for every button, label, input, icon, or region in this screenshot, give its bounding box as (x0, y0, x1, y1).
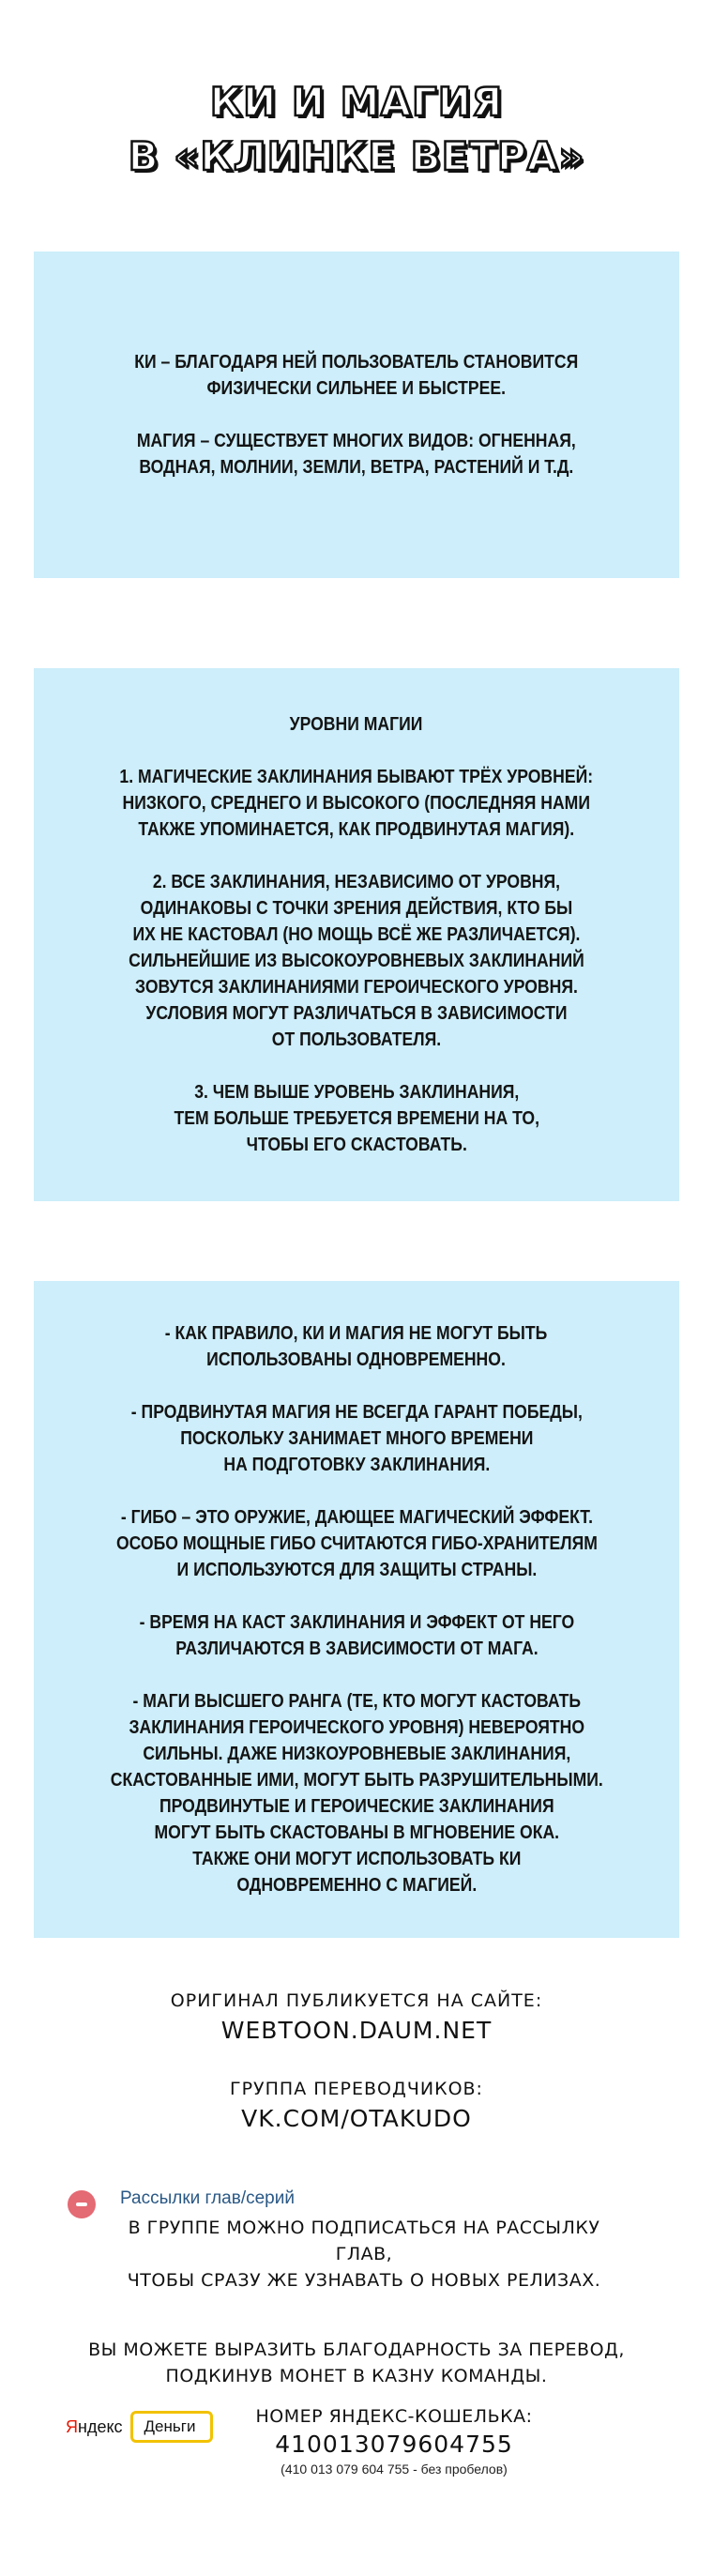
magic-description: МАГИЯ – СУЩЕСТВУЕТ МНОГИХ ВИДОВ: ОГНЕННАЯ, ВОДНАЯ, МОЛНИИ, ЗЕМЛИ, ВЕТРА, РАСТЕНИЙ И Т.Д. (137, 431, 576, 478)
wallet-label: НОМЕР ЯНДЕКС-КОШЕЛЬКА: (255, 2406, 533, 2427)
note-item-2: - ПРОДВИНУТАЯ МАГИЯ НЕ ВСЕГДА ГАРАНТ ПОБЕДЫ, ПОСКОЛЬКУ ЗАНИМАЕТ МНОГО ВРЕМЕНИ НА ПОДГОТОВКУ ЗАКЛИНАНИЯ. (130, 1402, 583, 1475)
wallet-info (216, 2404, 572, 2477)
page-title (0, 75, 713, 184)
subscription-link[interactable]: Рассылки глав/серий (120, 2188, 295, 2208)
yandex-money-logo (66, 2408, 213, 2446)
title-line-2: В «КЛИНКЕ ВЕТРА» (128, 133, 585, 179)
original-source-label: ОРИГИНАЛ ПУБЛИКУЕТСЯ НА САЙТЕ: (170, 1990, 543, 2011)
note-item-4: - ВРЕМЯ НА КАСТ ЗАКЛИНАНИЯ И ЭФФЕКТ ОТ НЕГО РАЗЛИЧАЮТСЯ В ЗАВИСИМОСТИ ОТ МАГА. (139, 1612, 574, 1659)
magic-levels-heading: УРОВНИ МАГИИ (290, 714, 423, 735)
title-line-1: КИ И МАГИЯ (209, 79, 504, 125)
yandex-wordmark: Яндекс (66, 2416, 123, 2436)
translator-group-link[interactable]: VK.COM/OTAKUDO (241, 2105, 472, 2132)
magic-levels-item-2: 2. ВСЕ ЗАКЛИНАНИЯ, НЕЗАВИСИМО ОТ УРОВНЯ, ОДИНАКОВЫ С ТОЧКИ ЗРЕНИЯ ДЕЙСТВИЯ, КТО БЫ ИХ НЕ КАСТОВАЛ (НО МОЩЬ ВСЁ ЖЕ РАЗЛИЧАЕТСЯ). СИЛЬНЕЙШИЕ ИЗ ВЫСОКОУРОВНЕВЫХ ЗАКЛИНАНИЙ ЗОВУТСЯ ЗАКЛИНАНИЯМИ ГЕРОИЧЕСКОГО УРОВНЯ. УСЛОВИЯ МОГУТ РАЗЛИЧАТЬСЯ В ЗАВИСИМОСТИ ОТ ПОЛЬЗОВАТЕЛЯ. (129, 872, 584, 1050)
note-item-3: - ГИБО – ЭТО ОРУЖИЕ, ДАЮЩЕЕ МАГИЧЕСКИЙ ЭФФЕКТ. ОСОБО МОЩНЫЕ ГИБО СЧИТАЮТСЯ ГИБО-ХРАНИТЕЛЯМ И ИСПОЛЬЗУЮТСЯ ДЛЯ ЗАЩИТЫ СТРАНЫ. (115, 1507, 598, 1580)
subscription-icon (68, 2190, 96, 2218)
wallet-hint: (410 013 079 604 755 - без пробелов) (281, 2462, 508, 2477)
translator-group (0, 2076, 713, 2136)
translator-group-label: ГРУППА ПЕРЕВОДЧИКОВ: (230, 2079, 483, 2099)
donation-thanks: ВЫ МОЖЕТЕ ВЫРАЗИТЬ БЛАГОДАРНОСТЬ ЗА ПЕРЕВОД, ПОДКИНУВ МОНЕТ В КАЗНУ КОМАНДЫ. (88, 2340, 625, 2386)
original-source (0, 1988, 713, 2048)
original-source-link[interactable]: WEBTOON.DAUM.NET (220, 2017, 493, 2044)
note-item-1: - КАК ПРАВИЛО, КИ И МАГИЯ НЕ МОГУТ БЫТЬ ИСПОЛЬЗОВАНЫ ОДНОВРЕМЕННО. (165, 1323, 548, 1370)
info-box-ki-magic (34, 252, 679, 578)
subscription-text: В ГРУППЕ МОЖНО ПОДПИСАТЬСЯ НА РАССЫЛКУ ГЛАВ, ЧТОБЫ СРАЗУ ЖЕ УЗНАВАТЬ О НОВЫХ РЕЛИЗАХ. (127, 2218, 601, 2291)
note-item-5: - МАГИ ВЫСШЕГО РАНГА (ТЕ, КТО МОГУТ КАСТОВАТЬ ЗАКЛИНАНИЯ ГЕРОИЧЕСКОГО УРОВНЯ) НЕВЕРОЯТНО СИЛЬНЫ. ДАЖЕ НИЗКОУРОВНЕВЫЕ ЗАКЛИНАНИЯ, СКАСТОВАННЫЕ ИМИ, МОГУТ БЫТЬ РАЗРУШИТЕЛЬНЫМИ. ПРОДВИНУТЫЕ И ГЕРОИЧЕСКИЕ ЗАКЛИНАНИЯ МОГУТ БЫТЬ СКАСТОВАНЫ В МГНОВЕНИЕ ОКА. ТАКЖЕ ОНИ МОГУТ ИСПОЛЬЗОВАТЬ КИ ОДНОВРЕМЕННО С МАГИЕЙ. (110, 1691, 603, 1896)
info-box-notes (34, 1281, 679, 1938)
info-box-magic-levels (34, 668, 679, 1201)
magic-levels-item-3: 3. ЧЕМ ВЫШЕ УРОВЕНЬ ЗАКЛИНАНИЯ, ТЕМ БОЛЬШЕ ТРЕБУЕТСЯ ВРЕМЕНИ НА ТО, ЧТОБЫ ЕГО СКАСТОВАТЬ. (174, 1082, 539, 1155)
money-tag-icon: Деньги (130, 2411, 214, 2443)
ki-description: КИ – БЛАГОДАРЯ НЕЙ ПОЛЬЗОВАТЕЛЬ СТАНОВИТСЯ ФИЗИЧЕСКИ СИЛЬНЕЕ И БЫСТРЕЕ. (134, 352, 579, 399)
wallet-number: 410013079604755 (275, 2431, 513, 2458)
magic-levels-item-1: 1. МАГИЧЕСКИЕ ЗАКЛИНАНИЯ БЫВАЮТ ТРЁХ УРОВНЕЙ: НИЗКОГО, СРЕДНЕГО И ВЫСОКОГО (ПОСЛЕДНЯЯ НАМИ ТАКЖЕ УПОМИНАЕТСЯ, КАК ПРОДВИНУТАЯ МАГИЯ). (119, 767, 594, 840)
